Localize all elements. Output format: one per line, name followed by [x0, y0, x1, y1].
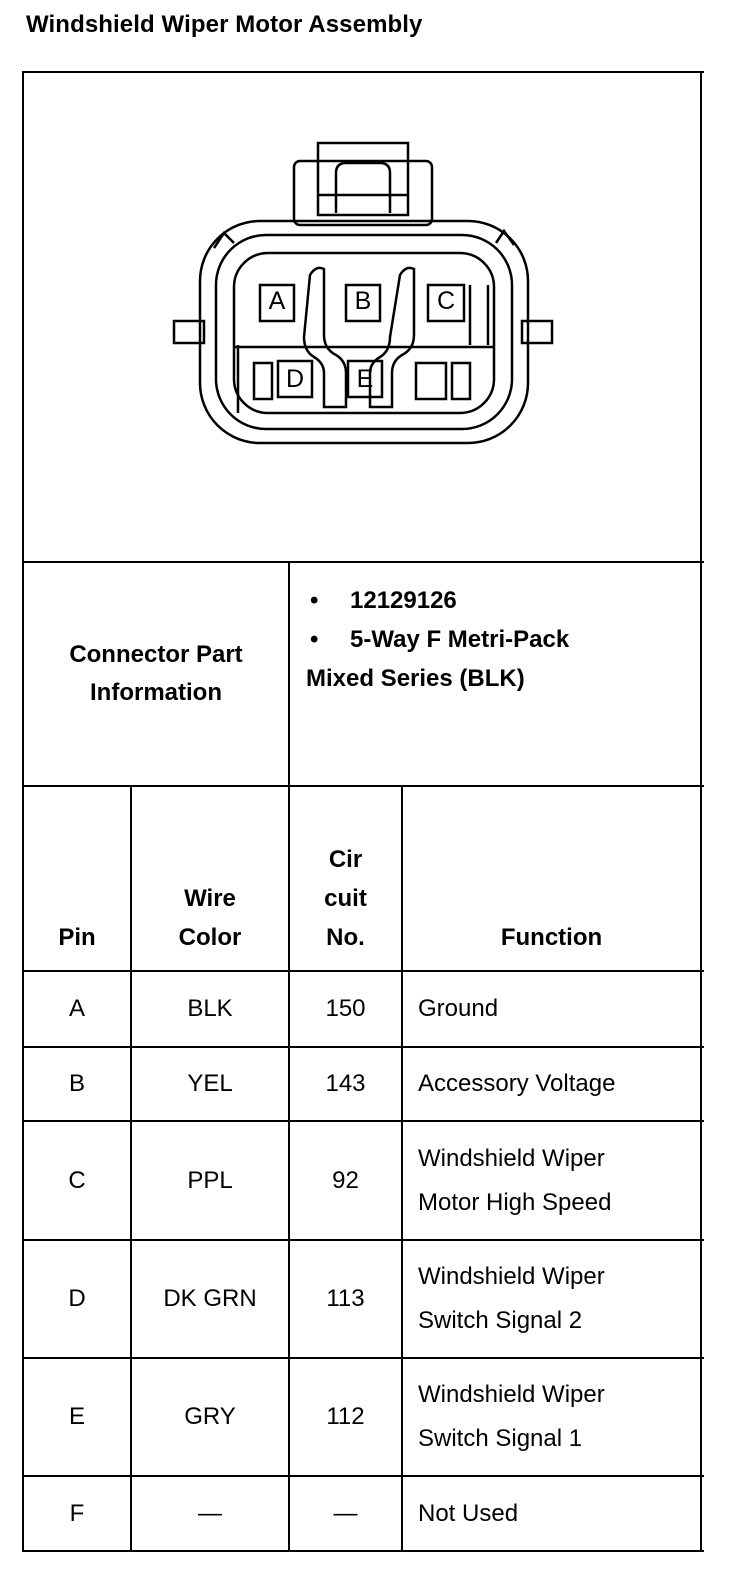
cell-circuit: 150 [325, 995, 366, 1022]
cell-pin: D [68, 1285, 86, 1312]
pin-cavity-f [416, 363, 446, 399]
connector-part-info [306, 581, 696, 698]
cell-circuit: — [333, 1499, 358, 1527]
function-line2: Motor High Speed [418, 1188, 612, 1216]
frame-divider-partinfo [22, 785, 704, 787]
header-circuit [290, 840, 401, 957]
function-line2: Switch Signal 2 [418, 1307, 583, 1334]
cell-circuit: 112 [326, 1403, 365, 1430]
function-line1: Ground [418, 995, 499, 1022]
cell-pin: E [68, 1403, 85, 1430]
cell-function [418, 1477, 698, 1550]
pin-label-e: E [356, 365, 374, 393]
page-title: Windshield Wiper Motor Assembly [26, 11, 423, 38]
function-line2: Switch Signal 1 [418, 1425, 583, 1452]
description-row [306, 620, 696, 659]
cell-circuit: 143 [325, 1070, 366, 1097]
pin-label-a: A [268, 287, 286, 315]
header-circuit-line3: No. [326, 924, 365, 951]
function-line1: Windshield Wiper [418, 1144, 605, 1172]
cell-wire-color: BLK [187, 995, 233, 1022]
function-line1: Not Used [418, 1499, 519, 1527]
connector-part-info-label [24, 563, 288, 785]
description-line1: 5-Way F Metri-Pack [350, 626, 570, 653]
pin-label-d: D [285, 365, 305, 393]
cell-wire-color: YEL [187, 1070, 233, 1097]
header-wire-color-line1: Wire [184, 885, 236, 912]
header-pin [24, 918, 130, 957]
header-function [403, 918, 700, 957]
right-ear [522, 321, 552, 343]
connector-drawing [24, 73, 702, 561]
header-circuit-line1: Cir [328, 846, 363, 873]
header-pin-text: Pin [58, 924, 96, 951]
cell-function [418, 1048, 698, 1120]
connector-diagram [24, 73, 702, 561]
cell-wire-color: PPL [187, 1166, 233, 1194]
col-divider-circuit [401, 785, 403, 1552]
cell-wire-color: DK GRN [163, 1285, 257, 1312]
frame-bottom-border [22, 1550, 704, 1552]
function-line1: Windshield Wiper [418, 1381, 605, 1408]
latch-body [318, 143, 408, 215]
cell-circuit: 113 [326, 1285, 365, 1312]
description-line2: Mixed Series (BLK) [306, 665, 525, 692]
outer-shell [200, 221, 528, 443]
bullet: • [310, 626, 319, 653]
function-line1: Windshield Wiper [418, 1263, 605, 1290]
cell-circuit: 92 [332, 1166, 359, 1194]
cell-pin: A [68, 995, 85, 1022]
pin-label-b: B [354, 287, 372, 315]
cell-function [418, 1122, 698, 1239]
cell-pin: B [68, 1070, 85, 1097]
cell-wire-color: GRY [184, 1403, 236, 1430]
pin-label-c: C [436, 287, 456, 315]
cell-function [418, 972, 698, 1046]
key-rib-left [304, 268, 346, 407]
cell-pin: F [69, 1499, 85, 1527]
connector-part-label-line1: Connector Part [69, 641, 243, 668]
cell-pin: C [68, 1166, 86, 1194]
function-line1: Accessory Voltage [418, 1070, 616, 1097]
bullet: • [310, 587, 319, 614]
connector-part-label-line2: Information [90, 679, 222, 706]
header-function-text: Function [500, 924, 603, 951]
part-number-row [306, 581, 696, 620]
part-number: 12129126 [350, 587, 457, 614]
latch-tab [336, 163, 390, 213]
cell-function [418, 1241, 698, 1357]
header-wire-color-line2: Color [178, 924, 242, 951]
cell-function [418, 1359, 698, 1475]
header-wire-color [132, 879, 288, 957]
cell-wire-color: — [198, 1499, 222, 1527]
header-circuit-line2: cuit [324, 885, 367, 912]
col-divider-partinfo [288, 561, 290, 787]
